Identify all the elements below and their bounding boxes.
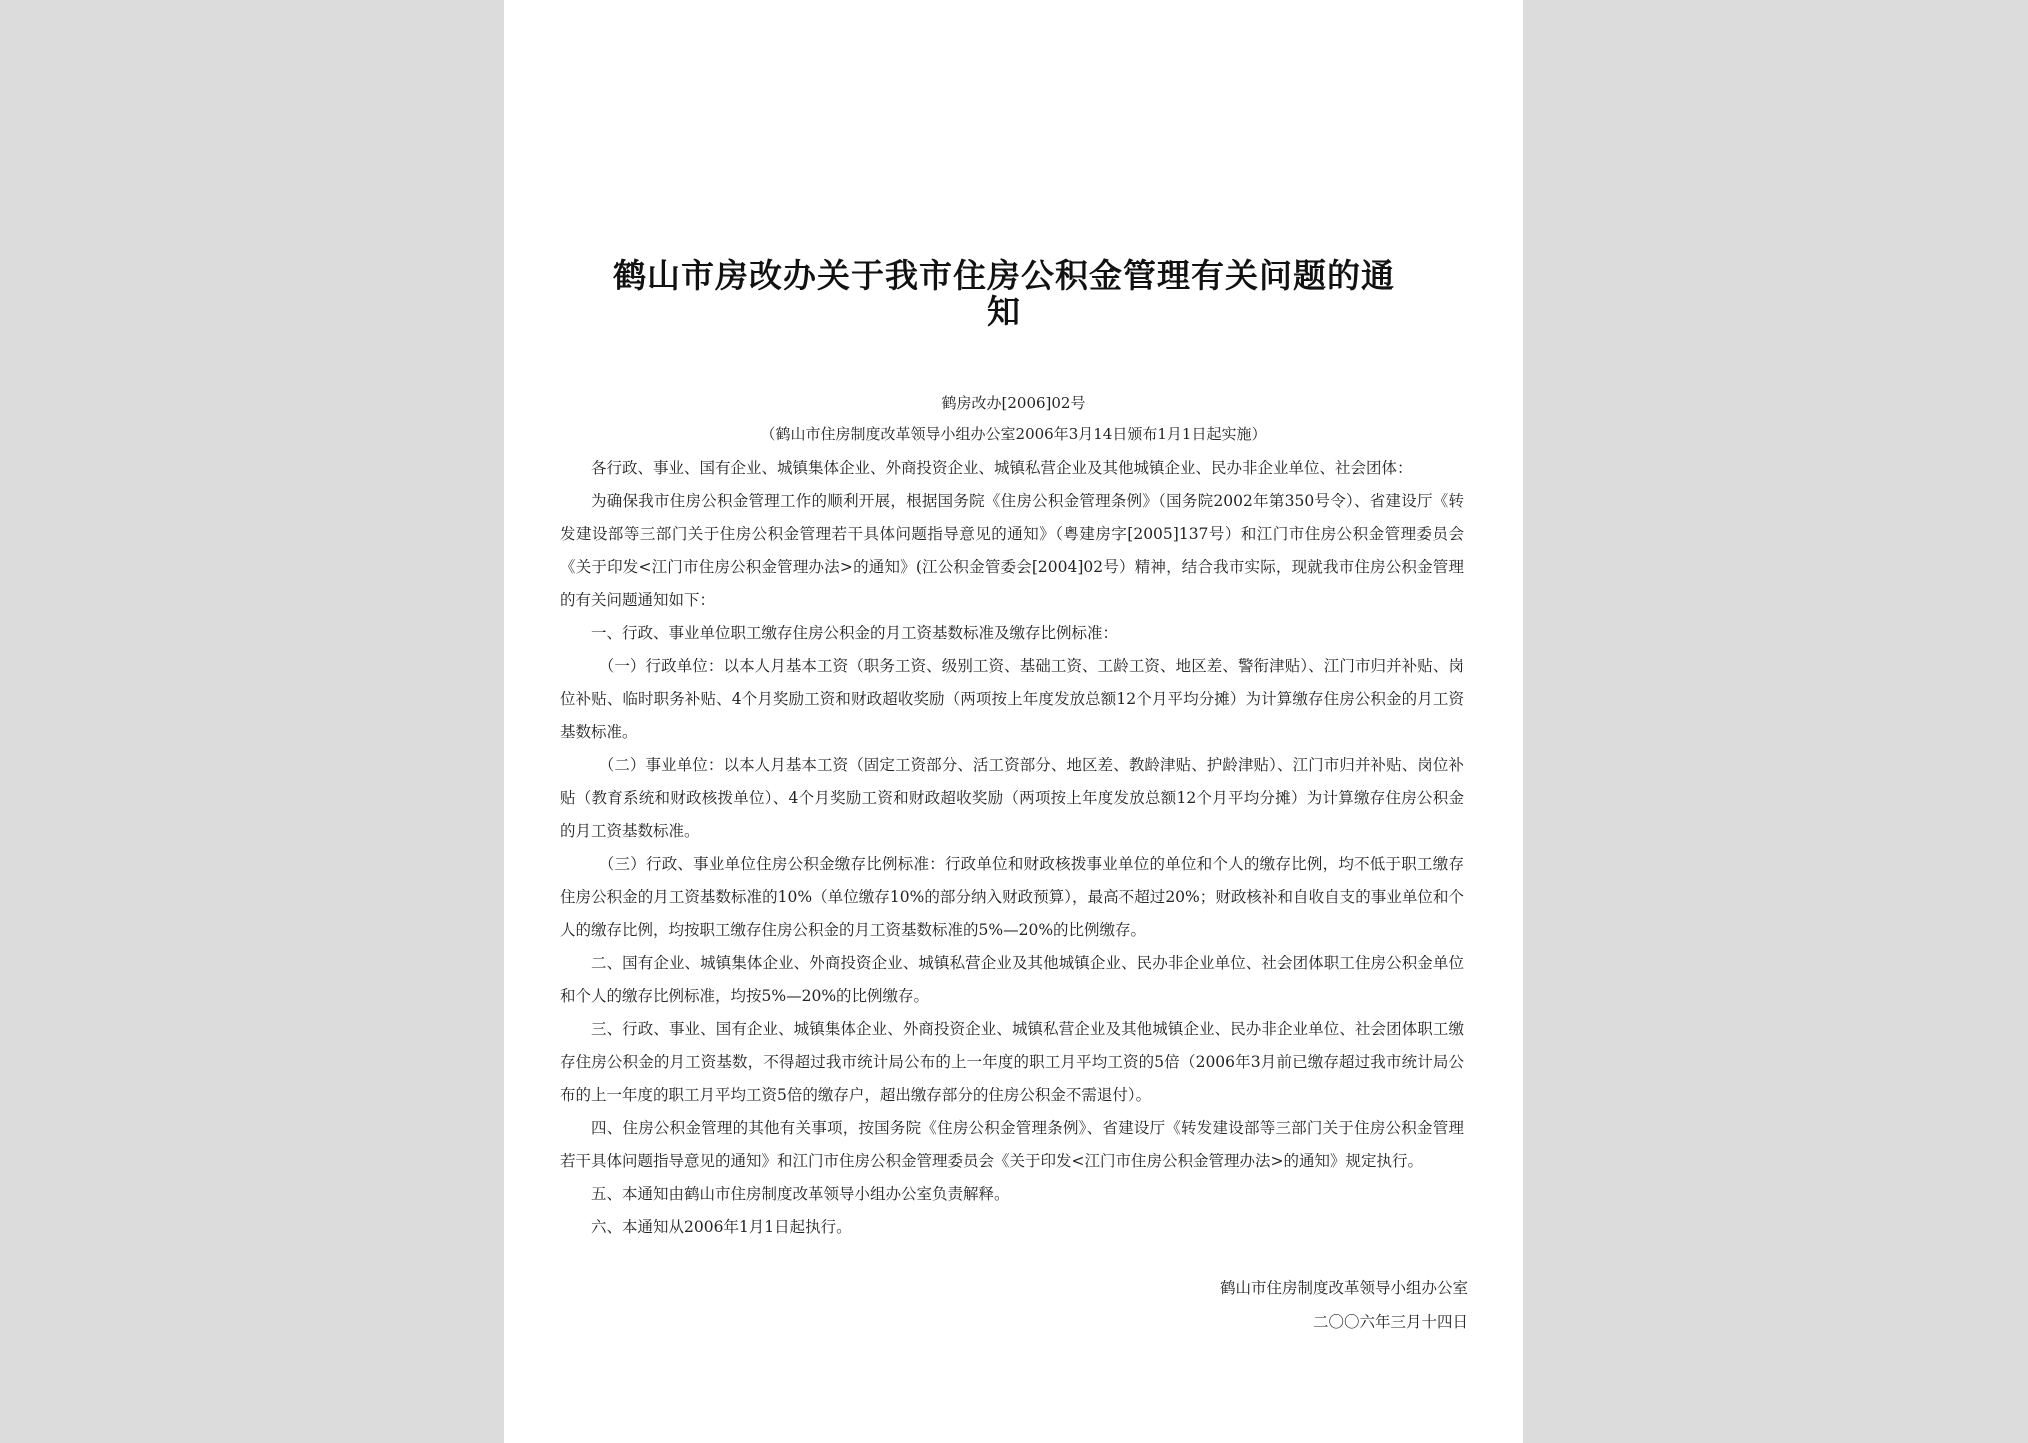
paragraph-preamble: 为确保我市住房公积金管理工作的顺利开展，根据国务院《住房公积金管理条例》（国务院2002年第350号令）、省建设厅《转发建设部等三部门关于住房公积金管理若干具体问题指导意见的通知》（粤建房字[2005]137号）和江门市住房公积金管理委员会《关于印发<江门市住房公积金管理办法>的通知》(江公积金管委会[2004]02号）精神，结合我市实际，现就我市住房公积金管理的有关问题通知如下： [560, 492, 1464, 609]
paragraph-addressees: 各行政、事业、国有企业、城镇集体企业、外商投资企业、城镇私营企业及其他城镇企业、民办非企业单位、社会团体： [591, 459, 1413, 477]
paragraph-item-2: 二、国有企业、城镇集体企业、外商投资企业、城镇私营企业及其他城镇企业、民办非企业单位、社会团体职工住房公积金单位和个人的缴存比例标准，均按5%—20%的比例缴存。 [560, 954, 1464, 1005]
document-page [504, 0, 1523, 1443]
paragraph-item-1-3: （三）行政、事业单位住房公积金缴存比例标准：行政单位和财政核拨事业单位的单位和个人的缴存比例，均不低于职工缴存住房公积金的月工资基数标准的10%（单位缴存10%的部分纳入财政预算），最高不超过20%；财政核补和自收自支的事业单位和个人的缴存比例，均按职工缴存住房公积金的月工资基数标准的5%—20%的比例缴存。 [560, 855, 1464, 939]
paragraph-item-1-2: （二）事业单位：以本人月基本工资（固定工资部分、活工资部分、地区差、教龄津贴、护龄津贴）、江门市归并补贴、岗位补贴（教育系统和财政核拨单位）、4个月奖励工资和财政超收奖励（两项按上年度发放总额12个月平均分摊）为计算缴存住房公积金的月工资基数标准。 [560, 756, 1464, 840]
paragraph-item-1-1: （一）行政单位：以本人月基本工资（职务工资、级别工资、基础工资、工龄工资、地区差、警衔津贴）、江门市归并补贴、岗位补贴、临时职务补贴、4个月奖励工资和财政超收奖励（两项按上年度发放总额12个月平均分摊）为计算缴存住房公积金的月工资基数标准。 [560, 657, 1464, 741]
signature-date: 二〇〇六年三月十四日 [1312, 1313, 1468, 1331]
paragraph-item-4: 四、住房公积金管理的其他有关事项，按国务院《住房公积金管理条例》、省建设厅《转发建设部等三部门关于住房公积金管理若干具体问题指导意见的通知》和江门市住房公积金管理委员会《关于印发<江门市住房公积金管理办法>的通知》规定执行。 [560, 1119, 1464, 1170]
paragraph-item-3: 三、行政、事业、国有企业、城镇集体企业、外商投资企业、城镇私营企业及其他城镇企业、民办非企业单位、社会团体职工缴存住房公积金的月工资基数，不得超过我市统计局公布的上一年度的职工月平均工资的5倍（2006年3月前已缴存超过我市统计局公布的上一年度的职工月平均工资5倍的缴存户，超出缴存部分的住房公积金不需退付）。 [560, 1020, 1464, 1104]
title-line-2: 知 [987, 292, 1021, 331]
document-body [560, 452, 1464, 1244]
title-line-1: 鹤山市房改办关于我市住房公积金管理有关问题的通 [613, 256, 1395, 295]
paragraph-item-6: 六、本通知从2006年1月1日起执行。 [591, 1218, 852, 1236]
issued-note: （鹤山市住房制度改革领导小组办公室2006年3月14日颁布1月1日起实施） [760, 425, 1267, 443]
page-title [594, 258, 1414, 330]
right-margin [1523, 0, 2028, 1443]
signature-organization: 鹤山市住房制度改革领导小组办公室 [1219, 1279, 1468, 1297]
document-number: 鹤房改办[2006]02号 [941, 394, 1086, 412]
left-margin [0, 0, 504, 1443]
paragraph-item-1: 一、行政、事业单位职工缴存住房公积金的月工资基数标准及缴存比例标准： [591, 624, 1119, 642]
paragraph-item-5: 五、本通知由鹤山市住房制度改革领导小组办公室负责解释。 [591, 1185, 1010, 1203]
